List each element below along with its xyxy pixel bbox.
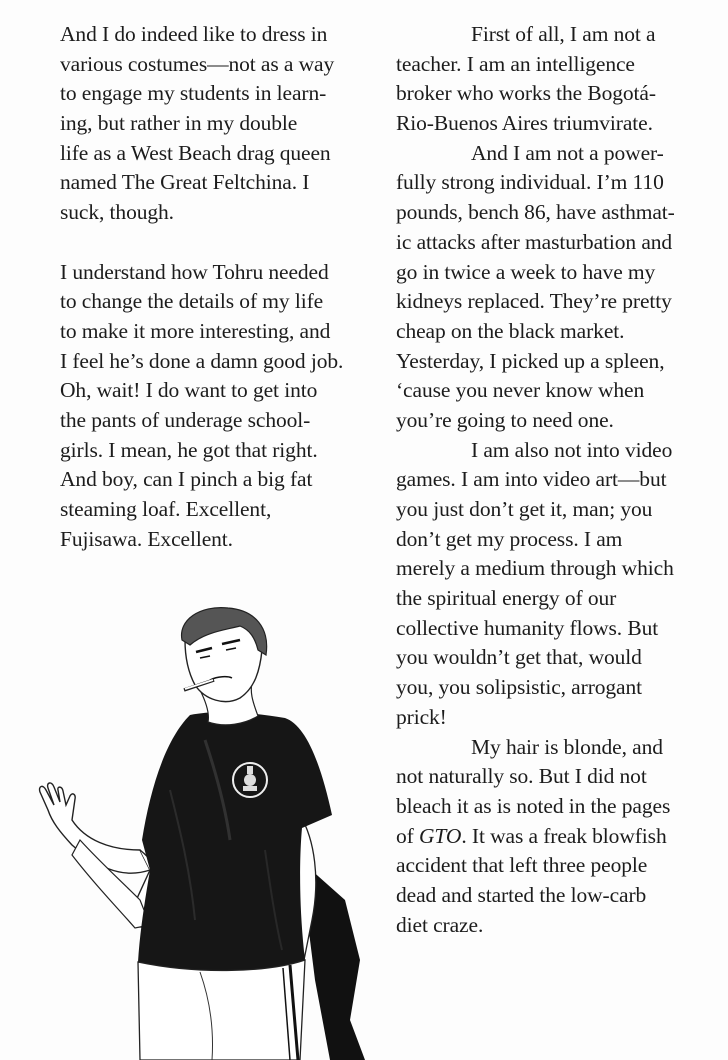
text-line: various costumes—not as a way bbox=[60, 51, 335, 76]
text-fragment: of bbox=[396, 823, 419, 848]
text-line: broker who works the Bogotá- bbox=[396, 81, 656, 106]
text-line: girls. I mean, he got that right. bbox=[60, 437, 318, 462]
book-title-italic: GTO bbox=[419, 823, 462, 848]
text-line: My hair is blonde, and bbox=[471, 734, 663, 759]
text-line: And boy, can I pinch a big fat bbox=[60, 467, 313, 492]
text-line: Yesterday, I picked up a spleen, bbox=[396, 348, 665, 373]
text-line: collective humanity flows. But bbox=[396, 615, 659, 640]
text-line: First of all, I am not a bbox=[471, 22, 656, 46]
text-line: I am also not into video bbox=[471, 437, 673, 462]
right-text-column bbox=[396, 20, 716, 940]
paragraph bbox=[60, 258, 380, 555]
head bbox=[182, 608, 267, 702]
text-line: ‘cause you never know when bbox=[396, 378, 645, 403]
text-line: you just don’t get it, man; you bbox=[396, 497, 653, 521]
text-line: you’re going to need one. bbox=[396, 407, 614, 432]
text-line: accident that left three people bbox=[396, 853, 648, 878]
text-line: kidneys replaced. They’re pretty bbox=[396, 289, 672, 314]
text-line: cheap on the black market. bbox=[396, 318, 625, 343]
text-line: dead and started the low-carb bbox=[396, 882, 647, 907]
text-line: not naturally so. But I did not bbox=[396, 764, 647, 789]
text-line: merely a medium through which bbox=[396, 556, 674, 581]
text-line: ic attacks after masturbation and bbox=[396, 229, 673, 254]
text-line: named The Great Feltchina. I bbox=[60, 170, 310, 195]
left-text-column bbox=[60, 20, 380, 554]
text-line: you wouldn’t get that, would bbox=[396, 645, 642, 670]
manga-character-illustration bbox=[0, 600, 390, 1060]
paragraph bbox=[396, 20, 716, 139]
text-line: to change the details of my life bbox=[60, 289, 324, 314]
text-line: don’t get my process. I am bbox=[396, 526, 623, 551]
paragraph bbox=[396, 436, 716, 733]
text-line: Oh, wait! I do want to get into bbox=[60, 378, 318, 403]
text-fragment: . It was a freak blowfish bbox=[461, 823, 667, 848]
text-line: fully strong individual. I’m 110 bbox=[396, 170, 664, 195]
text-line: to engage my students in learn- bbox=[60, 81, 327, 106]
paragraph bbox=[396, 139, 716, 436]
text-line: suck, though. bbox=[60, 200, 174, 225]
paragraph bbox=[396, 733, 716, 941]
paragraph-gap bbox=[60, 228, 380, 258]
text-line: life as a West Beach drag queen bbox=[60, 140, 331, 165]
text-line: steaming loaf. Excellent, bbox=[60, 497, 272, 521]
text-line: Fujisawa. Excellent. bbox=[60, 526, 233, 551]
text-line: you, you solipsistic, arrogant bbox=[396, 675, 643, 700]
text-line: I understand how Tohru needed bbox=[60, 259, 329, 284]
text-line: teacher. I am an intelligence bbox=[396, 51, 635, 76]
pants bbox=[138, 960, 305, 1060]
chest-emblem-icon bbox=[233, 763, 267, 797]
paragraph bbox=[60, 20, 380, 228]
text-line: the pants of underage school- bbox=[60, 407, 311, 432]
text-line: games. I am into video art—but bbox=[396, 467, 667, 492]
text-line: Rio-Buenos Aires triumvirate. bbox=[396, 111, 653, 136]
text-line: I feel he’s done a damn good job. bbox=[60, 348, 344, 373]
text-line: to make it more interesting, and bbox=[60, 318, 331, 343]
text-line: bleach it as is noted in the pages bbox=[396, 793, 671, 818]
text-line-with-title bbox=[396, 822, 716, 852]
text-line: pounds, bench 86, have asthmat- bbox=[396, 200, 675, 225]
text-line: go in twice a week to have my bbox=[396, 259, 656, 284]
text-line: diet craze. bbox=[396, 912, 484, 937]
text-line: the spiritual energy of our bbox=[396, 586, 617, 611]
text-line: prick! bbox=[396, 704, 447, 729]
text-line: ing, but rather in my double bbox=[60, 111, 298, 136]
text-line: And I do indeed like to dress in bbox=[60, 22, 328, 46]
text-line: And I am not a power- bbox=[471, 140, 664, 165]
